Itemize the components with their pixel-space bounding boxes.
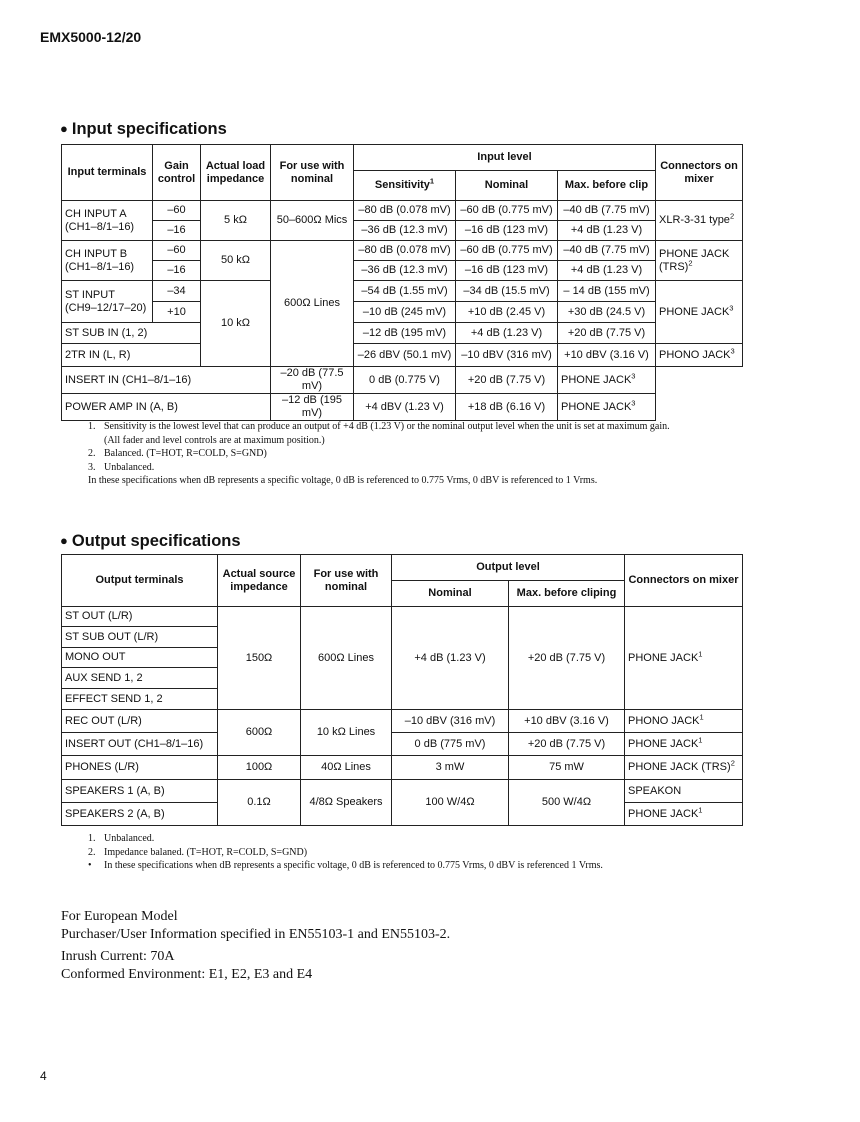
table-row — [62, 344, 743, 367]
note-text: Impedance balaned. (T=HOT, R=COLD, S=GND) — [104, 846, 308, 858]
output-spec-table — [61, 554, 743, 826]
terminal-st-out: ST OUT (L/R) — [62, 607, 218, 627]
connector-cell: PHONE JACK$^3$ — [656, 281, 743, 344]
output-title-text: Output specifications — [71, 532, 241, 550]
note-text: Sensitivity is the lowest level that can produce an output of +4 dB (1.23 V) or the nominal output level when the unit is set at maximum gain. — [104, 421, 670, 432]
terminal-aux-send: AUX SEND 1, 2 — [62, 668, 218, 689]
nominal-cell: –10 dBV (316 mV) — [456, 344, 558, 367]
note-text: Unbalanced. — [104, 461, 155, 473]
nominal-use-cell: 50–600Ω Mics — [271, 201, 354, 241]
table-row — [62, 367, 743, 394]
output-notes — [88, 832, 603, 873]
nominal-use-cell: 600Ω Lines — [301, 607, 392, 710]
header-input-level: Input level — [354, 145, 656, 171]
header-actual-load: Actual load impedance — [201, 145, 271, 201]
impedance-cell: 5 kΩ — [201, 201, 271, 241]
max-cell: +18 dB (6.16 V) — [456, 394, 558, 421]
table-row — [62, 201, 743, 221]
nominal-use-cell: 4/8Ω Speakers — [301, 780, 392, 826]
input-notes — [88, 420, 670, 488]
european-electrical-info — [61, 948, 312, 984]
gain-cell: –60 — [153, 241, 201, 261]
connector-cell: PHONE JACK$^3$ — [558, 394, 656, 421]
connector-cell: PHONO JACK$^3$ — [656, 344, 743, 367]
european-line: Conformed Environment: E1, E2, E3 and E4 — [61, 967, 313, 982]
note-number: 1. — [88, 833, 96, 844]
bullet-icon: ● — [60, 121, 68, 136]
impedance-cell: 50 kΩ — [201, 241, 271, 281]
terminal-st-sub-out: ST SUB OUT (L/R) — [62, 627, 218, 648]
nominal-cell: –60 dB (0.775 mV) — [456, 241, 558, 261]
connector-cell: PHONE JACK (TRS)$^2$ — [625, 756, 743, 780]
gain-cell: –16 — [153, 261, 201, 281]
terminal-phones: PHONES (L/R) — [62, 756, 218, 780]
sensitivity-cell: –36 dB (12.3 mV) — [354, 221, 456, 241]
table-row — [62, 261, 743, 281]
note-text: (All fader and level controls are at maximum position.) — [104, 434, 325, 446]
note-text: Balanced. (T=HOT, R=COLD, S=GND) — [104, 448, 267, 459]
terminal-st-sub-in: ST SUB IN (1, 2) — [62, 323, 201, 344]
sensitivity-cell: –26 dBV (50.1 mV) — [354, 344, 456, 367]
nominal-cell: 100 W/4Ω — [392, 780, 509, 826]
input-spec-table — [61, 144, 743, 421]
terminal-effect-send: EFFECT SEND 1, 2 — [62, 689, 218, 710]
max-cell: +20 dB (7.75 V) — [558, 323, 656, 344]
max-cell: 500 W/4Ω — [509, 780, 625, 826]
page-number: 4 — [40, 1069, 47, 1083]
table-row — [62, 281, 743, 302]
nominal-cell: +4 dBV (1.23 V) — [354, 394, 456, 421]
nominal-cell: –10 dBV (316 mV) — [392, 710, 509, 733]
sensitivity-cell: –80 dB (0.078 mV) — [354, 241, 456, 261]
note-text: Unbalanced. — [104, 833, 155, 844]
note-number: • — [88, 860, 92, 871]
max-cell: +10 dBV (3.16 V) — [509, 710, 625, 733]
gain-cell: –34 — [153, 281, 201, 302]
input-title-text: Input specifications — [71, 120, 227, 138]
header-nominal-use: For use with nominal — [271, 145, 354, 201]
max-cell: +20 dB (7.75 V) — [509, 607, 625, 710]
european-model-info — [61, 908, 450, 944]
max-cell: +20 dB (7.75 V) — [509, 733, 625, 756]
terminal-insert-in: INSERT IN (CH1–8/1–16) — [62, 367, 271, 394]
note-number: 2. — [88, 448, 96, 459]
table-row — [62, 323, 743, 344]
connector-cell: XLR-3-31 type$^2$ — [656, 201, 743, 241]
header-max-clip: Max. before cliping — [509, 581, 625, 607]
note-number: 2. — [88, 846, 96, 858]
header-nominal: Nominal — [392, 581, 509, 607]
bullet-icon: ● — [60, 533, 68, 548]
nominal-cell: –60 dB (0.775 mV) — [456, 201, 558, 221]
document-model-header: EMX5000-12/20 — [40, 29, 142, 45]
header-source-impedance: Actual source impedance — [218, 555, 301, 607]
header-output-level: Output level — [392, 555, 625, 581]
max-cell: 75 mW — [509, 756, 625, 780]
note-text: In these specifications when dB represents a specific voltage, 0 dB is referenced to 0.775 Vrms, 0 dBV is referenced to 1 Vrms. — [88, 475, 598, 486]
connector-cell: PHONO JACK$^1$ — [625, 710, 743, 733]
european-line: Purchaser/User Information specified in EN55103-1 and EN55103-2. — [61, 927, 451, 942]
max-cell: +10 dBV (3.16 V) — [558, 344, 656, 367]
nominal-cell: +4 dB (1.23 V) — [456, 323, 558, 344]
terminal-ch-input-a: CH INPUT A (CH1–8/1–16) — [62, 201, 153, 241]
terminal-mono-out: MONO OUT — [62, 648, 218, 668]
sensitivity-cell: –36 dB (12.3 mV) — [354, 261, 456, 281]
nominal-cell: 3 mW — [392, 756, 509, 780]
table-row — [62, 756, 743, 780]
nominal-cell: +10 dB (2.45 V) — [456, 302, 558, 323]
connector-cell: PHONE JACK$^1$ — [625, 733, 743, 756]
note-number: 3. — [88, 461, 96, 473]
terminal-ch-input-b: CH INPUT B (CH1–8/1–16) — [62, 241, 153, 281]
sensitivity-cell: –80 dB (0.078 mV) — [354, 201, 456, 221]
gain-cell: –60 — [153, 201, 201, 221]
connector-cell: PHONE JACK$^1$ — [625, 607, 743, 710]
table-row — [62, 302, 743, 323]
sensitivity-cell: –12 dB (195 mV) — [354, 323, 456, 344]
terminal-rec-out: REC OUT (L/R) — [62, 710, 218, 733]
max-cell: +4 dB (1.23 V) — [558, 261, 656, 281]
connector-cell: PHONE JACK$^3$ — [558, 367, 656, 394]
max-cell: +20 dB (7.75 V) — [456, 367, 558, 394]
max-cell: – 14 dB (155 mV) — [558, 281, 656, 302]
impedance-cell: 150Ω — [218, 607, 301, 710]
table-row — [62, 710, 743, 733]
input-section-title — [60, 120, 227, 139]
sensitivity-cell: –10 dB (245 mV) — [354, 302, 456, 323]
connector-cell: PHONE JACK$^1$ — [625, 803, 743, 826]
european-line: For European Model — [61, 909, 178, 924]
terminal-speakers-2: SPEAKERS 2 (A, B) — [62, 803, 218, 826]
header-connectors: Connectors on mixer — [625, 555, 743, 607]
sensitivity-cell: –12 dB (195 mV) — [271, 394, 354, 421]
nominal-cell: 0 dB (0.775 V) — [354, 367, 456, 394]
header-max-clip: Max. before clip — [558, 171, 656, 201]
table-row — [62, 394, 743, 421]
header-nominal: Nominal — [456, 171, 558, 201]
sensitivity-cell: –54 dB (1.55 mV) — [354, 281, 456, 302]
max-cell: –40 dB (7.75 mV) — [558, 241, 656, 261]
note-number: 1. — [88, 421, 96, 432]
european-line: Inrush Current: 70A — [61, 949, 175, 964]
max-cell: –40 dB (7.75 mV) — [558, 201, 656, 221]
output-section-title — [60, 532, 241, 551]
gain-cell: –16 — [153, 221, 201, 241]
header-connectors: Connectors on mixer — [656, 145, 743, 201]
gain-cell: +10 — [153, 302, 201, 323]
table-row — [62, 733, 743, 756]
impedance-cell: 600Ω — [218, 710, 301, 756]
max-cell: +30 dB (24.5 V) — [558, 302, 656, 323]
header-nominal-use: For use with nominal — [301, 555, 392, 607]
impedance-cell: 0.1Ω — [218, 780, 301, 826]
terminal-power-amp-in: POWER AMP IN (A, B) — [62, 394, 271, 421]
max-cell: +4 dB (1.23 V) — [558, 221, 656, 241]
nominal-cell: 0 dB (775 mV) — [392, 733, 509, 756]
nominal-use-cell: 600Ω Lines — [271, 241, 354, 367]
nominal-cell: +4 dB (1.23 V) — [392, 607, 509, 710]
terminal-2tr-in: 2TR IN (L, R) — [62, 344, 201, 367]
terminal-insert-out: INSERT OUT (CH1–8/1–16) — [62, 733, 218, 756]
nominal-cell: –34 dB (15.5 mV) — [456, 281, 558, 302]
table-row — [62, 607, 743, 627]
table-row — [62, 221, 743, 241]
connector-cell: PHONE JACK (TRS)$^2$ — [656, 241, 743, 281]
header-sensitivity: Sensitivity$^1$ — [354, 171, 456, 201]
impedance-cell: 100Ω — [218, 756, 301, 780]
nominal-cell: –16 dB (123 mV) — [456, 261, 558, 281]
table-row — [62, 780, 743, 803]
header-gain-control: Gain control — [153, 145, 201, 201]
note-text: In these specifications when dB represents a specific voltage, 0 dB is referenced to 0.775 Vrms, 0 dBV is referenced 1 Vrms. — [104, 860, 603, 871]
connector-cell: SPEAKON — [625, 780, 743, 803]
terminal-st-input: ST INPUT (CH9–12/17–20) — [62, 281, 153, 323]
sensitivity-cell: –20 dB (77.5 mV) — [271, 367, 354, 394]
nominal-use-cell: 40Ω Lines — [301, 756, 392, 780]
header-output-terminals: Output terminals — [62, 555, 218, 607]
nominal-use-cell: 10 kΩ Lines — [301, 710, 392, 756]
header-input-terminals: Input terminals — [62, 145, 153, 201]
impedance-cell: 10 kΩ — [201, 281, 271, 367]
nominal-cell: –16 dB (123 mV) — [456, 221, 558, 241]
table-row — [62, 241, 743, 261]
terminal-speakers-1: SPEAKERS 1 (A, B) — [62, 780, 218, 803]
